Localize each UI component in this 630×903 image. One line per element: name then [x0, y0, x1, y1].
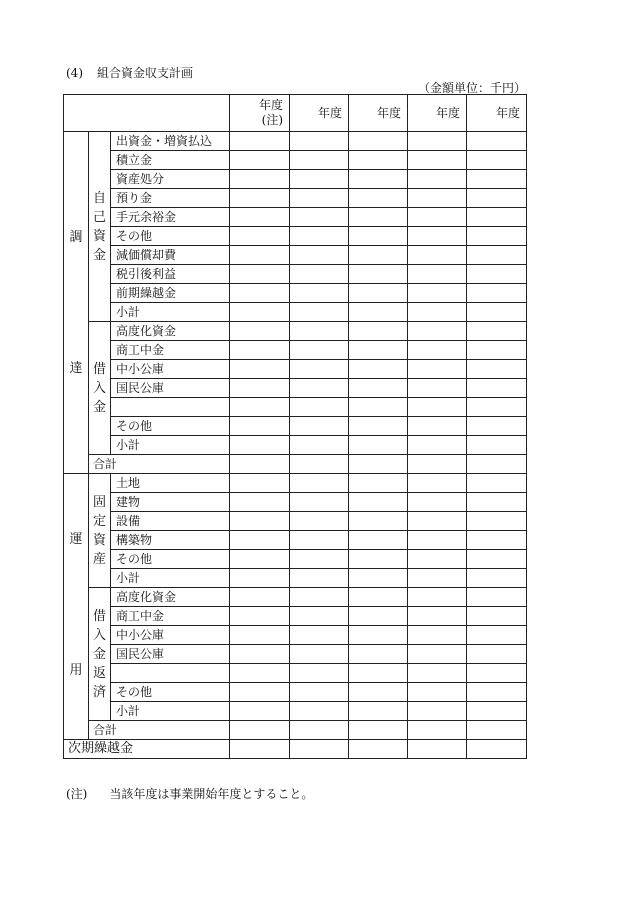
- amount-cell[interactable]: [290, 645, 349, 664]
- amount-cell[interactable]: [290, 284, 349, 303]
- amount-cell[interactable]: [467, 588, 527, 607]
- amount-cell[interactable]: [349, 607, 408, 626]
- amount-cell[interactable]: [349, 550, 408, 569]
- footnote-mark: (注): [66, 787, 88, 801]
- item-label: 高度化資金: [111, 322, 230, 341]
- total-row: [64, 721, 527, 740]
- amount-cell[interactable]: [408, 474, 467, 493]
- amount-cell[interactable]: [408, 588, 467, 607]
- header-year: 年度: [467, 95, 527, 132]
- borrowings-label-char: 借: [92, 361, 106, 377]
- amount-cell[interactable]: [290, 189, 349, 208]
- amount-cell[interactable]: [467, 284, 527, 303]
- amount-cell[interactable]: [467, 132, 527, 151]
- amount-cell[interactable]: [408, 569, 467, 588]
- amount-cell[interactable]: [230, 132, 290, 151]
- amount-cell[interactable]: [349, 531, 408, 550]
- amount-cell[interactable]: [467, 398, 527, 417]
- amount-cell[interactable]: [408, 493, 467, 512]
- amount-cell[interactable]: [230, 626, 290, 645]
- amount-cell[interactable]: [230, 721, 290, 740]
- amount-cell[interactable]: [349, 721, 408, 740]
- amount-cell[interactable]: [230, 303, 290, 322]
- amount-cell[interactable]: [290, 664, 349, 683]
- amount-cell[interactable]: [349, 303, 408, 322]
- table-row: [64, 189, 527, 208]
- borrowings-label: [89, 322, 111, 455]
- amount-cell[interactable]: [408, 512, 467, 531]
- amount-cell[interactable]: [408, 322, 467, 341]
- amount-cell[interactable]: [408, 132, 467, 151]
- amount-cell[interactable]: [349, 189, 408, 208]
- amount-cell[interactable]: [467, 341, 527, 360]
- amount-cell[interactable]: [290, 265, 349, 284]
- repayment-label-char: 済: [92, 684, 106, 700]
- amount-cell[interactable]: [290, 626, 349, 645]
- amount-cell[interactable]: [230, 474, 290, 493]
- item-label: 前期繰越金: [111, 284, 230, 303]
- section-title-text: 組合資金収支計画: [97, 66, 194, 80]
- fixed-assets-label-char: 資: [92, 532, 106, 548]
- amount-cell[interactable]: [349, 341, 408, 360]
- item-label: 積立金: [111, 151, 230, 170]
- amount-cell[interactable]: [467, 151, 527, 170]
- amount-cell[interactable]: [230, 588, 290, 607]
- amount-cell[interactable]: [349, 284, 408, 303]
- repayment-label-char: 返: [92, 665, 106, 681]
- table-row: [64, 246, 527, 265]
- total-label: 合計: [89, 455, 230, 474]
- amount-cell[interactable]: [349, 246, 408, 265]
- table-row: [64, 341, 527, 360]
- repayment-label: [89, 588, 111, 721]
- header-blank-cell: [64, 95, 230, 132]
- own-funds-label-char: 金: [92, 247, 106, 263]
- table-row: [64, 227, 527, 246]
- unit-note: （金額単位：千円）: [417, 81, 526, 95]
- table-row: [64, 151, 527, 170]
- procurement-section: [64, 132, 89, 474]
- borrowings-label-char: 金: [92, 399, 106, 415]
- amount-cell[interactable]: [408, 151, 467, 170]
- fixed-assets-label-char: 定: [92, 513, 106, 529]
- amount-cell[interactable]: [408, 208, 467, 227]
- amount-cell[interactable]: [467, 360, 527, 379]
- section-number: (4): [66, 66, 83, 80]
- amount-cell[interactable]: [467, 303, 527, 322]
- amount-cell[interactable]: [230, 683, 290, 702]
- item-label: 国民公庫: [111, 645, 230, 664]
- amount-cell[interactable]: [408, 550, 467, 569]
- amount-cell[interactable]: [290, 303, 349, 322]
- table-row: [64, 569, 527, 588]
- amount-cell[interactable]: [290, 550, 349, 569]
- amount-cell[interactable]: [230, 740, 290, 759]
- amount-cell[interactable]: [467, 683, 527, 702]
- amount-cell[interactable]: [290, 322, 349, 341]
- amount-cell[interactable]: [290, 398, 349, 417]
- amount-cell[interactable]: [408, 341, 467, 360]
- amount-cell[interactable]: [467, 569, 527, 588]
- amount-cell[interactable]: [230, 246, 290, 265]
- amount-cell[interactable]: [349, 664, 408, 683]
- amount-cell[interactable]: [290, 417, 349, 436]
- item-label: 税引後利益: [111, 265, 230, 284]
- amount-cell[interactable]: [408, 702, 467, 721]
- amount-cell[interactable]: [290, 151, 349, 170]
- table-row: [64, 493, 527, 512]
- amount-cell[interactable]: [467, 322, 527, 341]
- amount-cell[interactable]: [349, 417, 408, 436]
- operation-section: [64, 474, 89, 740]
- amount-cell[interactable]: [349, 208, 408, 227]
- item-label: 高度化資金: [111, 588, 230, 607]
- amount-cell[interactable]: [349, 740, 408, 759]
- borrowings-label-char: 入: [92, 380, 106, 396]
- amount-cell[interactable]: [290, 702, 349, 721]
- amount-cell[interactable]: [408, 170, 467, 189]
- amount-cell[interactable]: [290, 569, 349, 588]
- table-row: [64, 512, 527, 531]
- item-label: 商工中金: [111, 607, 230, 626]
- amount-cell[interactable]: [230, 189, 290, 208]
- amount-cell[interactable]: [408, 360, 467, 379]
- amount-cell[interactable]: [230, 151, 290, 170]
- amount-cell[interactable]: [349, 702, 408, 721]
- header-year: 年度: [408, 95, 467, 132]
- amount-cell[interactable]: [230, 208, 290, 227]
- amount-cell[interactable]: [349, 455, 408, 474]
- item-label: [111, 664, 230, 683]
- amount-cell[interactable]: [349, 493, 408, 512]
- amount-cell[interactable]: [408, 303, 467, 322]
- own-funds-label-char: 己: [92, 209, 106, 225]
- amount-cell[interactable]: [349, 588, 408, 607]
- table-row: [64, 626, 527, 645]
- amount-cell[interactable]: [290, 379, 349, 398]
- amount-cell[interactable]: [290, 531, 349, 550]
- amount-cell[interactable]: [408, 436, 467, 455]
- amount-cell[interactable]: [290, 436, 349, 455]
- section-title: [66, 64, 193, 81]
- carry-forward-row: [64, 740, 527, 759]
- item-label: 小計: [111, 569, 230, 588]
- header-row: [64, 95, 527, 132]
- amount-cell[interactable]: [467, 208, 527, 227]
- amount-cell[interactable]: [290, 512, 349, 531]
- amount-cell[interactable]: [349, 626, 408, 645]
- amount-cell[interactable]: [408, 189, 467, 208]
- table-row: [64, 132, 527, 151]
- table-row: [64, 588, 527, 607]
- amount-cell[interactable]: [408, 626, 467, 645]
- amount-cell[interactable]: [408, 265, 467, 284]
- amount-cell[interactable]: [349, 512, 408, 531]
- fund-plan-table: [63, 94, 527, 759]
- amount-cell[interactable]: [408, 683, 467, 702]
- item-label: 資産処分: [111, 170, 230, 189]
- amount-cell[interactable]: [467, 645, 527, 664]
- amount-cell[interactable]: [467, 702, 527, 721]
- item-label: 中小公庫: [111, 626, 230, 645]
- operation-section-char: 用: [69, 663, 83, 678]
- item-label: 手元余裕金: [111, 208, 230, 227]
- table-row: [64, 607, 527, 626]
- header-year: 年度: [290, 95, 349, 132]
- item-label: その他: [111, 550, 230, 569]
- amount-cell[interactable]: [230, 702, 290, 721]
- item-label: 小計: [111, 303, 230, 322]
- amount-cell[interactable]: [408, 227, 467, 246]
- table-row: [64, 702, 527, 721]
- amount-cell[interactable]: [230, 265, 290, 284]
- amount-cell[interactable]: [349, 379, 408, 398]
- amount-cell[interactable]: [230, 493, 290, 512]
- amount-cell[interactable]: [467, 474, 527, 493]
- procurement-section-char: 調: [69, 230, 83, 245]
- amount-cell[interactable]: [290, 132, 349, 151]
- total-label: 合計: [89, 721, 230, 740]
- item-label: 建物: [111, 493, 230, 512]
- amount-cell[interactable]: [408, 607, 467, 626]
- amount-cell[interactable]: [290, 341, 349, 360]
- amount-cell[interactable]: [290, 360, 349, 379]
- table-row: [64, 550, 527, 569]
- amount-cell[interactable]: [349, 265, 408, 284]
- procurement-section-char: 達: [69, 361, 83, 376]
- item-label: その他: [111, 417, 230, 436]
- amount-cell[interactable]: [349, 170, 408, 189]
- table-row: [64, 360, 527, 379]
- item-label: 構築物: [111, 531, 230, 550]
- amount-cell[interactable]: [230, 664, 290, 683]
- amount-cell[interactable]: [467, 721, 527, 740]
- amount-cell[interactable]: [408, 740, 467, 759]
- amount-cell[interactable]: [467, 379, 527, 398]
- table-row: [64, 531, 527, 550]
- amount-cell[interactable]: [467, 607, 527, 626]
- amount-cell[interactable]: [467, 512, 527, 531]
- amount-cell[interactable]: [408, 379, 467, 398]
- table-row: [64, 379, 527, 398]
- amount-cell[interactable]: [290, 588, 349, 607]
- amount-cell[interactable]: [230, 607, 290, 626]
- amount-cell[interactable]: [230, 398, 290, 417]
- amount-cell[interactable]: [349, 398, 408, 417]
- amount-cell[interactable]: [349, 645, 408, 664]
- amount-cell[interactable]: [349, 569, 408, 588]
- amount-cell[interactable]: [230, 569, 290, 588]
- table-row: [64, 170, 527, 189]
- amount-cell[interactable]: [349, 322, 408, 341]
- operation-section-char: 運: [69, 532, 83, 547]
- amount-cell[interactable]: [467, 740, 527, 759]
- amount-cell[interactable]: [467, 265, 527, 284]
- amount-cell[interactable]: [230, 284, 290, 303]
- amount-cell[interactable]: [467, 550, 527, 569]
- amount-cell[interactable]: [290, 607, 349, 626]
- amount-cell[interactable]: [408, 398, 467, 417]
- item-label: 設備: [111, 512, 230, 531]
- amount-cell[interactable]: [230, 417, 290, 436]
- item-label: その他: [111, 683, 230, 702]
- amount-cell[interactable]: [290, 227, 349, 246]
- amount-cell[interactable]: [349, 474, 408, 493]
- table-row: [64, 265, 527, 284]
- item-label: 預り金: [111, 189, 230, 208]
- amount-cell[interactable]: [230, 227, 290, 246]
- amount-cell[interactable]: [230, 436, 290, 455]
- table-row: [64, 645, 527, 664]
- item-label: 減価償却費: [111, 246, 230, 265]
- amount-cell[interactable]: [290, 208, 349, 227]
- item-label: その他: [111, 227, 230, 246]
- amount-cell[interactable]: [349, 683, 408, 702]
- amount-cell[interactable]: [408, 664, 467, 683]
- amount-cell[interactable]: [349, 360, 408, 379]
- amount-cell[interactable]: [349, 151, 408, 170]
- amount-cell[interactable]: [349, 436, 408, 455]
- amount-cell[interactable]: [290, 455, 349, 474]
- amount-cell[interactable]: [467, 189, 527, 208]
- amount-cell[interactable]: [408, 455, 467, 474]
- carry-forward-label: 次期繰越金: [64, 740, 230, 759]
- amount-cell[interactable]: [290, 740, 349, 759]
- amount-cell[interactable]: [467, 436, 527, 455]
- amount-cell[interactable]: [230, 455, 290, 474]
- item-label: 中小公庫: [111, 360, 230, 379]
- amount-cell[interactable]: [467, 664, 527, 683]
- table-row: [64, 417, 527, 436]
- amount-cell[interactable]: [467, 455, 527, 474]
- amount-cell[interactable]: [230, 360, 290, 379]
- table-row: [64, 436, 527, 455]
- amount-cell[interactable]: [290, 246, 349, 265]
- amount-cell[interactable]: [408, 721, 467, 740]
- item-label: 小計: [111, 702, 230, 721]
- table-row: [64, 664, 527, 683]
- header-first-year: 年度 (注): [230, 95, 290, 132]
- amount-cell[interactable]: [408, 417, 467, 436]
- amount-cell[interactable]: [467, 626, 527, 645]
- item-label: 出資金・増資払込: [111, 132, 230, 151]
- amount-cell[interactable]: [408, 246, 467, 265]
- amount-cell[interactable]: [467, 227, 527, 246]
- repayment-label-char: 借: [92, 608, 106, 624]
- table-row: [64, 322, 527, 341]
- item-label: [111, 398, 230, 417]
- repayment-label-char: 金: [92, 646, 106, 662]
- fixed-assets-label-char: 固: [92, 494, 106, 510]
- table-row: [64, 208, 527, 227]
- fixed-assets-label-char: 産: [92, 551, 106, 567]
- amount-cell[interactable]: [408, 645, 467, 664]
- fixed-assets-label: [89, 474, 111, 588]
- amount-cell[interactable]: [467, 246, 527, 265]
- own-funds-label: [89, 132, 111, 322]
- amount-cell[interactable]: [230, 341, 290, 360]
- table-row: [64, 303, 527, 322]
- amount-cell[interactable]: [230, 550, 290, 569]
- item-label: 商工中金: [111, 341, 230, 360]
- amount-cell[interactable]: [290, 721, 349, 740]
- own-funds-label-char: 自: [92, 190, 106, 206]
- amount-cell[interactable]: [290, 170, 349, 189]
- footnote-text: 当該年度は事業開始年度とすること。: [109, 787, 314, 801]
- amount-cell[interactable]: [230, 379, 290, 398]
- total-row: [64, 455, 527, 474]
- amount-cell[interactable]: [230, 322, 290, 341]
- amount-cell[interactable]: [230, 512, 290, 531]
- amount-cell[interactable]: [408, 531, 467, 550]
- table-row: [64, 398, 527, 417]
- amount-cell[interactable]: [467, 170, 527, 189]
- amount-cell[interactable]: [230, 645, 290, 664]
- amount-cell[interactable]: [230, 531, 290, 550]
- amount-cell[interactable]: [230, 170, 290, 189]
- amount-cell[interactable]: [290, 683, 349, 702]
- table-row: [64, 474, 527, 493]
- own-funds-label-char: 資: [92, 228, 106, 244]
- item-label: 小計: [111, 436, 230, 455]
- footnote: [66, 785, 313, 802]
- amount-cell[interactable]: [290, 474, 349, 493]
- amount-cell[interactable]: [467, 493, 527, 512]
- header-year: 年度: [349, 95, 408, 132]
- amount-cell[interactable]: [349, 132, 408, 151]
- repayment-label-char: 入: [92, 627, 106, 643]
- table-row: [64, 683, 527, 702]
- amount-cell[interactable]: [408, 284, 467, 303]
- table-row: [64, 284, 527, 303]
- amount-cell[interactable]: [349, 227, 408, 246]
- amount-cell[interactable]: [290, 493, 349, 512]
- item-label: 土地: [111, 474, 230, 493]
- item-label: 国民公庫: [111, 379, 230, 398]
- amount-cell[interactable]: [467, 417, 527, 436]
- amount-cell[interactable]: [467, 531, 527, 550]
